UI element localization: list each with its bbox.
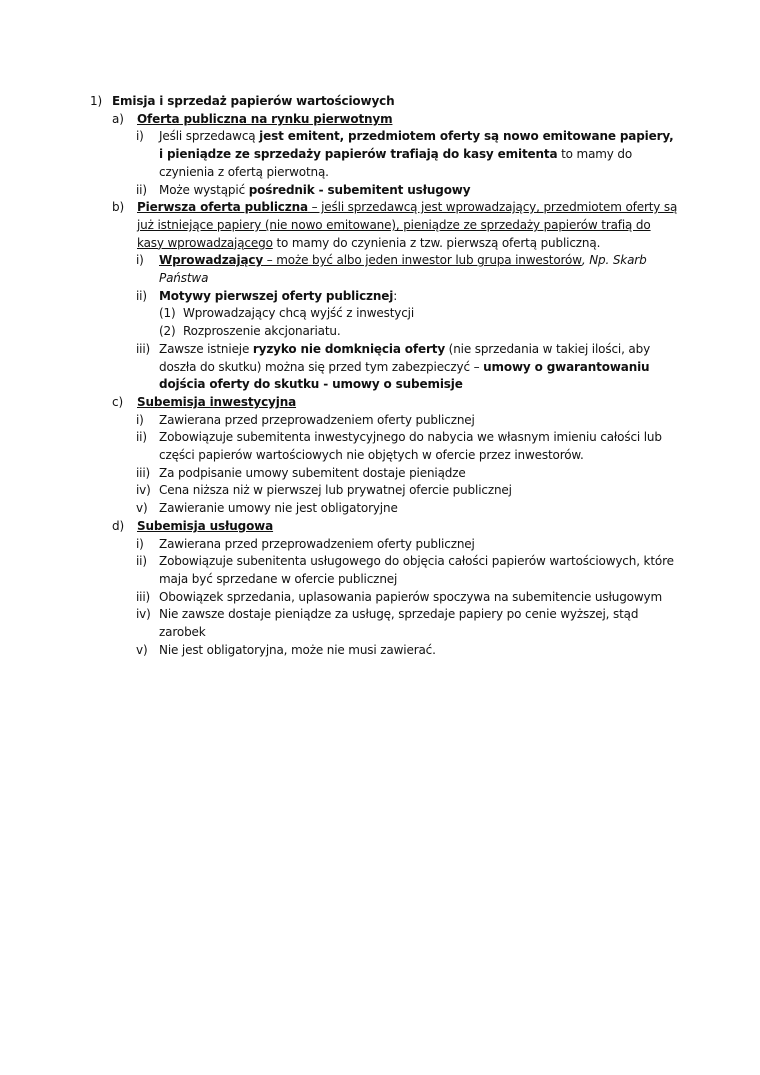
- item-text-bold: umowy o gwarantowaniu dojścia oferty do skutku - umowy o subemisje: [159, 359, 650, 392]
- item-text: Rozproszenie akcjonariatu.: [183, 324, 341, 339]
- subsection-title: Pierwsza oferta publiczna: [137, 200, 308, 215]
- list-marker: i): [136, 129, 144, 144]
- list-marker: iv): [136, 483, 151, 498]
- list-marker: ii): [136, 554, 147, 569]
- item-text: Zawieranie umowy nie jest obligatoryjne: [159, 501, 398, 516]
- item-text: Wprowadzający chcą wyjść z inwestycji: [183, 306, 415, 321]
- item-text: (nie sprzedania w takiej ilości, aby doszła do skutku) można się przed tym zabezpieczyć –: [159, 341, 651, 374]
- list-marker: c): [112, 394, 123, 409]
- item-text: Zobowiązuje subemitenta inwestycyjnego do nabycia we własnym imieniu całości lub części papierów wartościowych nie objętych w ofercie przez inwestorów.: [159, 430, 662, 463]
- subsection-title: Subemisja usługowa: [137, 518, 274, 533]
- list-item: [90, 482, 680, 500]
- list-marker: d): [112, 518, 124, 533]
- item-text-bold: ryzyko nie domknięcia oferty: [252, 341, 445, 356]
- list-item: [90, 606, 680, 641]
- list-item: [90, 182, 680, 200]
- list-item: [90, 323, 680, 341]
- list-marker: (2): [159, 324, 176, 339]
- list-marker: iii): [136, 341, 151, 356]
- item-text: Jeśli sprzedawcą: [159, 129, 260, 144]
- item-text: Może wystąpić: [159, 182, 249, 197]
- list-item: [90, 553, 680, 588]
- item-text: Zawierana przed przeprowadzeniem oferty publicznej: [159, 412, 475, 427]
- list-item: [90, 288, 680, 306]
- subsection-heading-c: [90, 394, 680, 412]
- subsection-definition: – jeśli sprzedawcą jest wprowadzający, przedmiotem oferty są już istniejące papiery (nie nowo emitowane), pieniądze ze sprzedaży papierów trafią do kasy wprowadzającego: [137, 200, 678, 250]
- item-text: Nie jest obligatoryjna, może nie musi zawierać.: [159, 642, 436, 657]
- section-title: Emisja i sprzedaż papierów wartościowych: [112, 94, 395, 108]
- list-item: [90, 252, 680, 287]
- list-item: [90, 429, 680, 464]
- item-text: to mamy do czynienia z ofertą pierwotną.: [159, 147, 633, 179]
- list-item: [90, 589, 680, 607]
- list-marker: i): [136, 536, 144, 551]
- item-text: Zawsze istnieje: [159, 341, 253, 356]
- list-item: [90, 500, 680, 518]
- list-marker: (1): [159, 306, 176, 321]
- list-item: [90, 412, 680, 430]
- list-item: [90, 536, 680, 554]
- list-item: [90, 305, 680, 323]
- item-text: Cena niższa niż w pierwszej lub prywatnej ofercie publicznej: [159, 483, 512, 498]
- item-text: :: [393, 288, 398, 303]
- item-text: Obowiązek sprzedania, uplasowania papierów spoczywa na subemitencie usługowym: [159, 589, 663, 604]
- list-marker: a): [112, 111, 124, 126]
- item-text: Zawierana przed przeprowadzeniem oferty publicznej: [159, 536, 475, 551]
- subsection-heading-a: [90, 111, 680, 129]
- item-text-underlined: – może być albo jeden inwestor lub grupa inwestorów: [263, 253, 582, 268]
- item-text: Nie zawsze dostaje pieniądze za usługę, sprzedaje papiery po cenie wyższej, stąd zarobek: [159, 607, 639, 640]
- list-marker: iv): [136, 607, 151, 622]
- subsection-title: Oferta publiczna na rynku pierwotnym: [137, 111, 393, 126]
- list-marker: i): [136, 412, 144, 427]
- list-marker: 1): [90, 94, 103, 108]
- subsection-heading-b: [90, 199, 680, 252]
- list-item: [90, 465, 680, 483]
- item-text-bold: Motywy pierwszej oferty publicznej: [159, 288, 394, 303]
- list-marker: i): [136, 253, 144, 268]
- subsection-text: to mamy do czynienia z tzw. pierwszą ofertą publiczną.: [272, 235, 601, 250]
- list-marker: b): [112, 200, 124, 215]
- list-marker: iii): [136, 465, 151, 480]
- item-text-bold: pośrednik - subemitent usługowy: [248, 182, 471, 197]
- document-body: [90, 93, 680, 660]
- list-item: [90, 642, 680, 660]
- list-marker: ii): [136, 430, 147, 445]
- list-item: [90, 341, 680, 394]
- list-item: [90, 128, 680, 181]
- item-text: Zobowiązuje subenitenta usługowego do objęcia całości papierów wartościowych, które maja być sprzedane w ofercie publicznej: [159, 554, 674, 586]
- item-text-bold: jest emitent, przedmiotem oferty są nowo emitowane papiery, i pieniądze ze sprzedaży papierów trafiają do kasy emitenta: [159, 129, 674, 162]
- item-text: Za podpisanie umowy subemitent dostaje pieniądze: [159, 465, 466, 480]
- item-text-italic: , Np. Skarb Państwa: [159, 253, 647, 286]
- subsection-title: Subemisja inwestycyjna: [137, 394, 297, 409]
- list-marker: ii): [136, 288, 147, 303]
- list-marker: v): [136, 501, 148, 516]
- subsection-heading-d: [90, 518, 680, 536]
- list-marker: ii): [136, 182, 147, 197]
- list-marker: v): [136, 642, 148, 657]
- list-marker: iii): [136, 589, 151, 604]
- item-text-bold: Wprowadzający: [159, 253, 264, 268]
- section-heading: [90, 93, 680, 111]
